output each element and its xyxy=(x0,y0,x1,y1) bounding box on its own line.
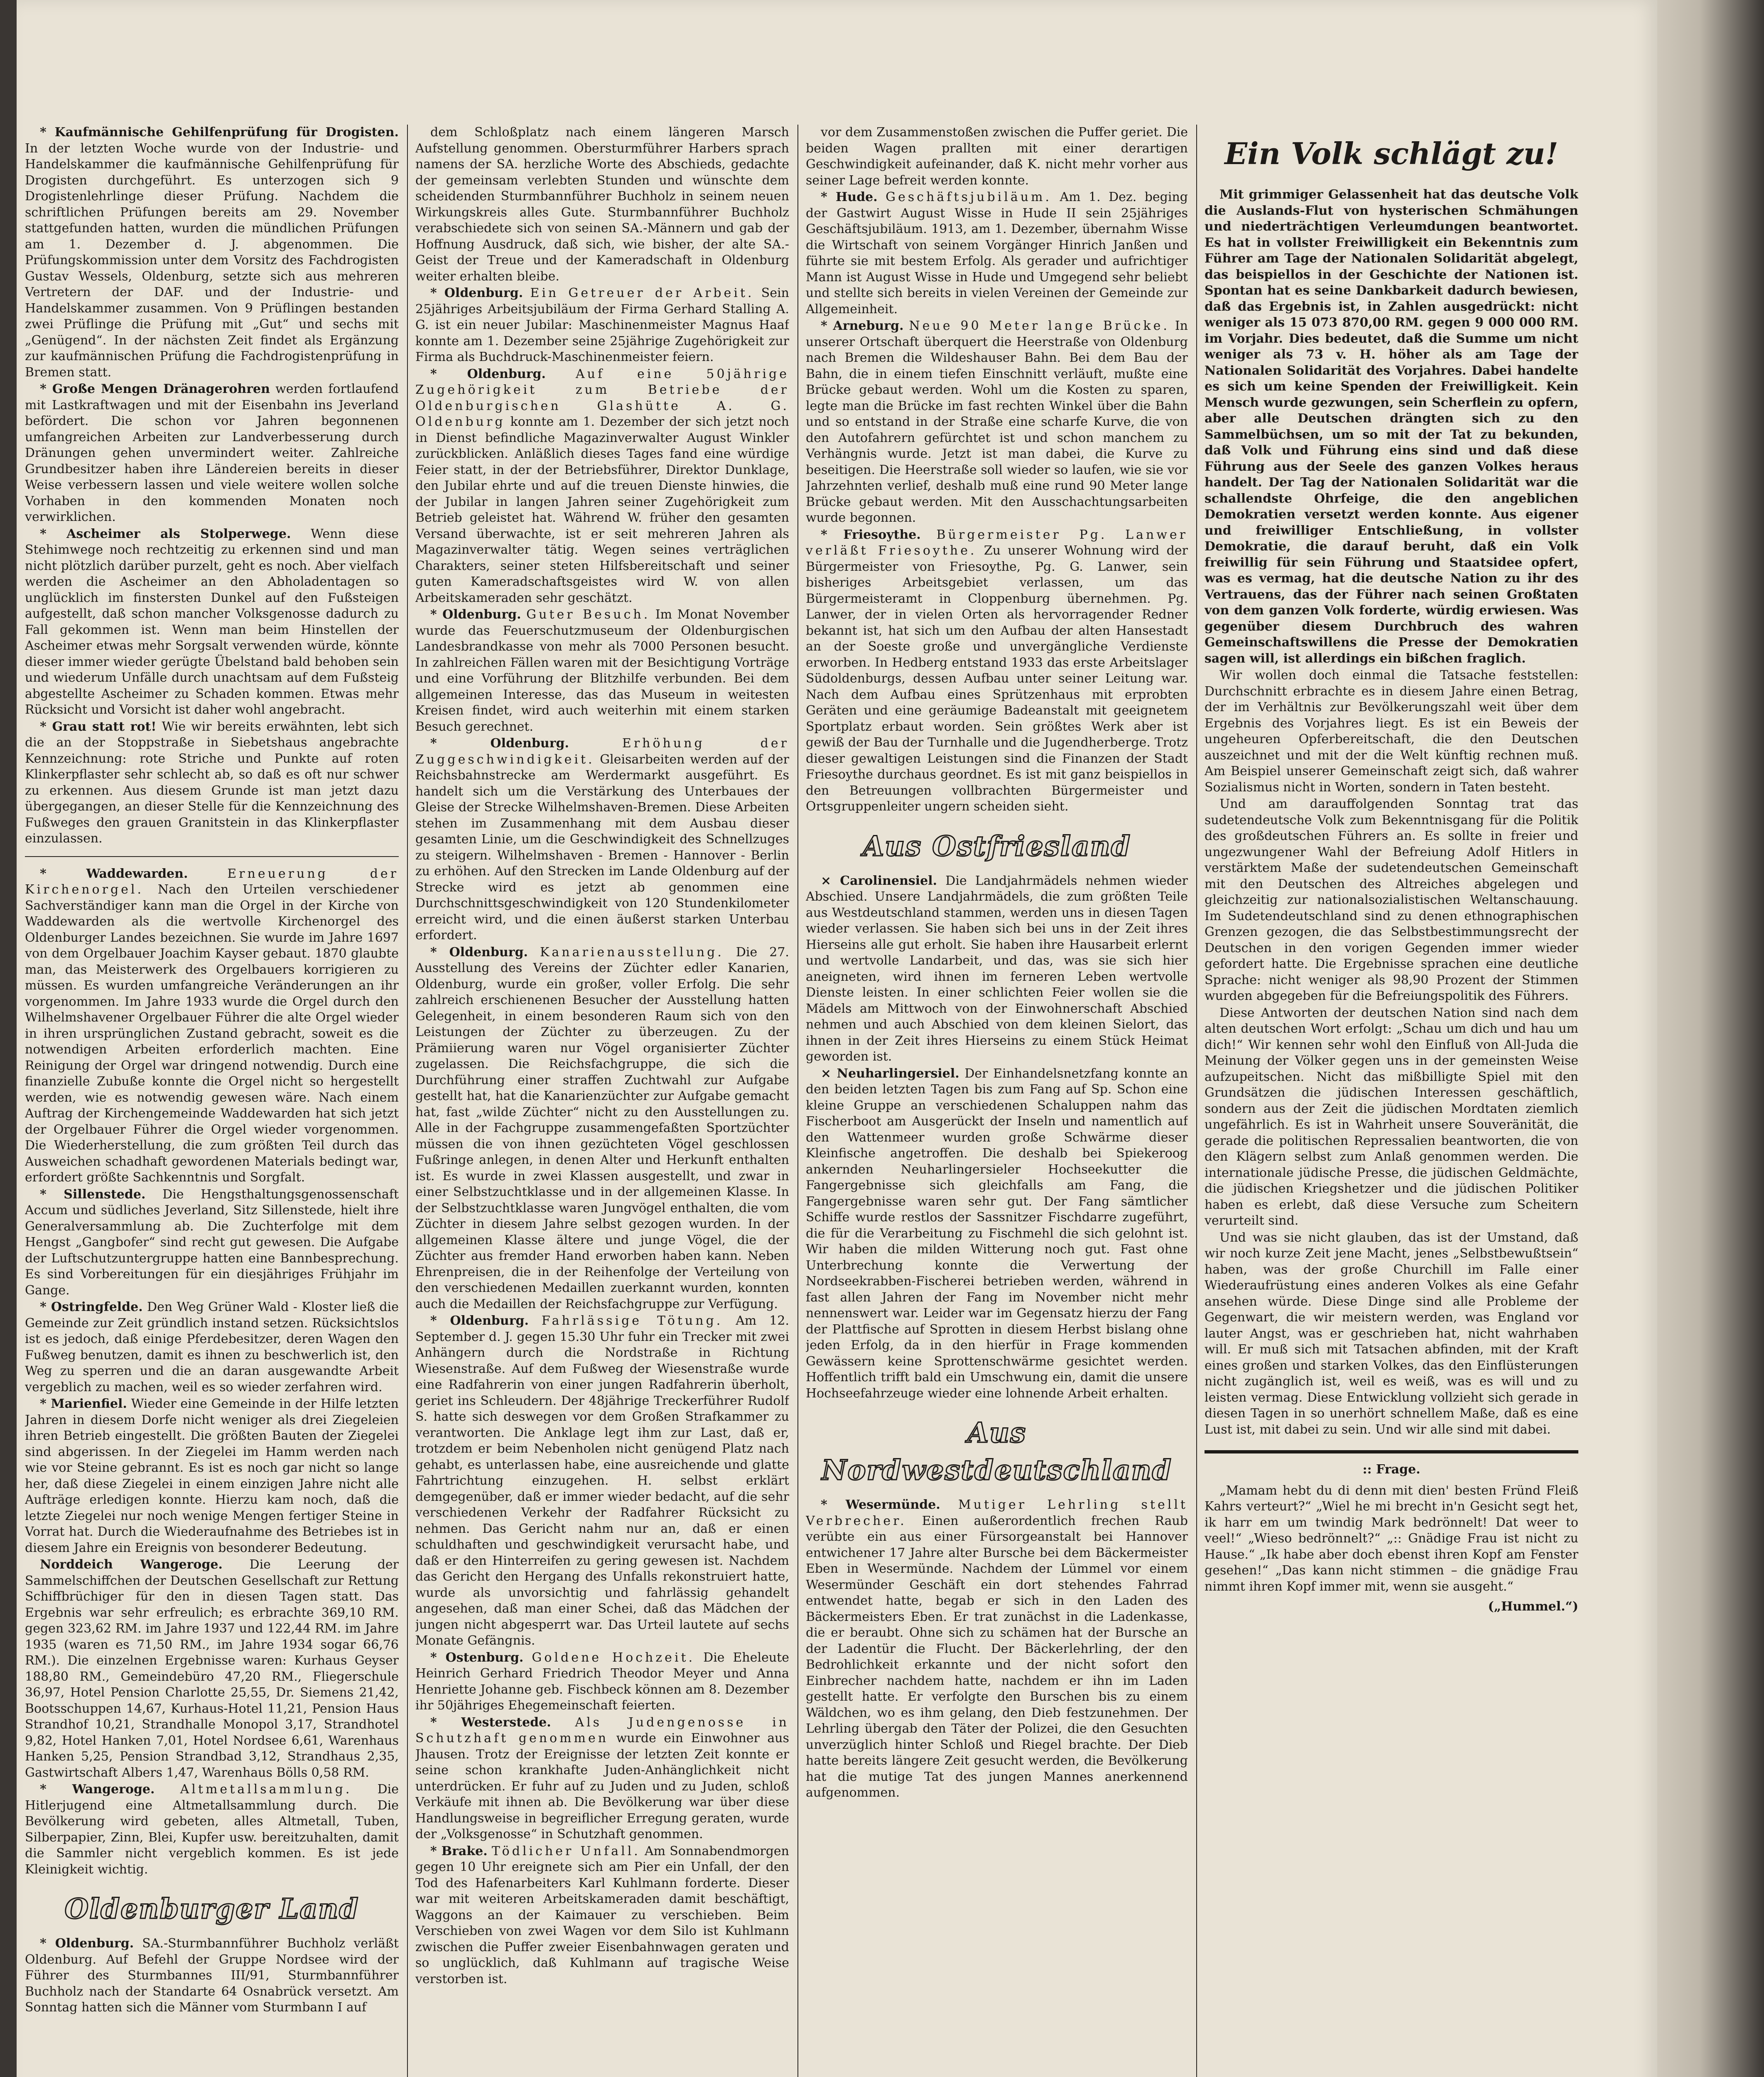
column-2 xyxy=(415,125,789,2077)
article-subtitle: Neue 90 Meter lange Brücke. xyxy=(909,319,1170,333)
article-lead: * Waddewarden. xyxy=(40,866,188,881)
article-subtitle: Goldene Hochzeit. xyxy=(532,1650,695,1665)
article-subtitle: Erneuerung der Kirchenorgel. xyxy=(25,866,399,897)
anecdote-title: :: Frage. xyxy=(1362,1462,1421,1477)
article-lead: × Carolinensiel. xyxy=(821,873,937,888)
article-subtitle: Altmetallsammlung. xyxy=(180,1782,352,1797)
column-rule xyxy=(797,125,798,2077)
article-text: wurde ein Einwohner aus Jhausen. Trotz der Ereignisse der letzten Zeit konnte er seine schon krankhafte Juden-Anhänglichkeit nicht unterdrücken. Er fuhr auf zu Juden und zu Juden, schloß Verkäufe mit ihnen ab. Die Bevölkerung war über diese Handlungsweise in begreiflicher Erregung geraten, wurde der „Volksgenosse“ in Schutzhaft genommen. xyxy=(415,1731,789,1841)
article-lead: * Oldenburg. xyxy=(430,736,569,751)
newspaper-page xyxy=(17,0,1657,2077)
article-text: Gleisarbeiten werden auf der Reichsbahnstrecke am Werdermarkt ausgeführt. Es handelt sich um die Verstärkung des Unterbaues der Gleise der Strecke Wilhelmshaven-Bremen. Diese Arbeiten stehen im Zusammenhang mit dem Ausbau dieser gesamten Linie, um die Geschwindigkeit des Schnellzuges zu steigern. Wilhelmshaven - Bremen - Hannover - Berlin zu erhöhen. Auf den Strecken im Lande Oldenburg auf der Strecke wird es jetzt ab genommen eine Durchschnittsgeschwindigkeit von 120 Stundenkilometer erreicht wird, und die einen äußerst starken Unterbau erfordert. xyxy=(415,752,789,943)
article-text: SA.-Sturmbannführer Buchholz verläßt Oldenburg. Auf Befehl der Gruppe Nordsee wird der Führer des Sturmbannes III/91, Sturmbannführer Buchholz nach der Standarte 64 Osnabrück versetzt. Am Sonntag hatten sich die Männer vom Sturmbann I auf xyxy=(25,1936,399,2015)
column-4 xyxy=(1205,125,1578,2077)
article-lead: * Oldenburg. xyxy=(430,286,523,300)
article-text: Im Monat November wurde das Feuerschutzmuseum der Oldenburgischen Landesbrandkasse von mehr als 7000 Personen besucht. In zahlreichen Fällen waren mit der Besichtigung Vorträge und eine Vorführung der Blitzhilfe verbunden. Bei dem allgemeinen Interesse, das das Museum in weitesten Kreisen findet, wird auch weiterhin mit einem starken Besuch gerechnet. xyxy=(415,607,789,734)
article-lead: * Ascheimer als Stolperwege. xyxy=(40,526,291,541)
article-lead: * Oldenburg. xyxy=(430,1313,529,1328)
article-text: Nach den Urteilen verschiedener Sachverständiger kann man die Orgel in der Kirche von Waddewarden als die wertvolle Kirchenorgel des Oldenburger Landes bezeichnen. Sie wurde im Jahre 1697 von dem Orgelbauer Joachim Kayser gebaut. 1870 glaubte man, das Meisterwerk des Orgelbauers korrigieren zu müssen. Es wurden umfangreiche Veränderungen an ihr vorgenommen. Im Jahre 1933 wurde die Orgel durch den Wilhelmshavener Orgelbauer Führer die alte Orgel wieder in ihren ursprünglichen Zustand gebracht, soweit es die notwendigen Arbeiten erforderlich machten. Eine Reinigung der Orgel war dringend notwendig. Durch eine finanzielle Zubuße konnte die Orgel nicht so hergestellt werden, wie es notwendig gewesen wäre. Nach einem Auftrag der Kirchengemeinde Waddewarden hat sich jetzt der Orgelbauer Führer die Orgel wieder vorgenommen. Die Wiederherstellung, die zum größten Teil durch das Ausweichen schadhaft gewordenen Materials bedingt war, erfordert größte Sachkenntnis und Sorgfalt. xyxy=(25,882,399,1185)
article-text: Einen außerordentlich frechen Raub verübte ein aus einer Fürsorgeanstalt bei Hannover entwichener 17 Jahre alter Bursche bei dem Bäckermeister Eben in Wesermünde. Nachdem der Lümmel vor einem Wesermünder Geschäft ein dort stehendes Fahrrad entwendet hatte, begab er sich in den Laden des Bäckermeisters Eben. Er trat zunächst in die Ladenkasse, die er beraubt. Ohne sich zu schämen hat der Bursche an der Ladentür die Flucht. Der Bäckerlehrling, der den Bedrohlichkeit erkannte und der nicht sofort den Einbrecher nachdem hatte, nachdem er ihn im Laden gestellt hatte. Er verfolgte den Burschen bis zu einem Wäldchen, wo es ihm gelang, den Dieb festzunehmen. Der Lehrling übergab den Täter der Polizei, die den Gesuchten unverzüglich hinter Schloß und Riegel brachte. Der Dieb hatte bereits längere Zeit gesucht werden, die Bevölkerung hat die mutige Tat des jungen Mannes anerkennend aufgenommen. xyxy=(806,1513,1188,1800)
article-text: Mit grimmiger Gelassenheit hat das deutsche Volk die Auslands-Flut von hysterischen Schmähungen und niederträchtigen Verleumdungen beantwortet. Es hat in vollster Freiwilligkeit ein Bekenntnis zum Führer am Tage der Nationalen Solidarität abgelegt, das beispiellos in der Geschichte der Nationen ist. Spontan hat es seine Dankbarkeit dadurch bewiesen, daß das Ergebnis ist, in Zahlen ausgedrückt: nicht weniger als 15 073 870,00 RM. gegen 9 000 000 RM. im Vorjahr. Dies bedeutet, daß die Summe um nicht weniger als 73 v. H. höher als am Tage der Nationalen Solidarität des Vorjahres. Dabei handelte es sich um keine Spenden der Freiwilligkeit. Kein Mensch wurde gezwungen, sein Scherflein zu opfern, aber alle Deutschen drängten sich zu den Sammelbüchsen, um so mit der Tat zu bekunden, daß Volk und Führung eins sind und daß diese Führung aus der Seele des ganzen Volkes heraus handelt. Der Tag der Nationalen Solidarität war die schallendste Ohrfeige, die den angeblichen Demokratien versetzt werden konnte. Aus eigener und freiwilliger Entschließung, in vollster Demokratie, die darauf beruht, daß ein Volk freiwillig für sein Führung und Staatsidee opfert, was es vermag, hat die deutsche Nation zu ihr des Vertrauens, das der Führer nach seinen Großtaten von dem ganzen Volk forderte, würdig erwiesen. Was gegenüber diesem Durchbruch des wahren Gemeinschaftswillens die Presse der Demokratien sagen will, ist allerdings ein bißchen fraglich. xyxy=(1205,187,1578,666)
article-lead: * Oldenburg. xyxy=(40,1936,134,1951)
section-heading: Oldenburger Land xyxy=(64,1893,359,1925)
article-text: Wenn diese Stehimwege noch rechtzeitig zu erkennen sind und man nicht plötzlich darüber purzelt, geht es noch. Aber vielfach werden die Ascheimer an den Abholadentagen so unglücklich im finstersten Dunkel auf den Fußsteigen aufgestellt, daß schon mancher Volksgenosse dadurch zu Fall gekommen ist. Wenn man beim Hinstellen der Ascheimer etwas mehr Sorgsalt verwenden würde, könnte dieser immer wieder gerügte Übelstand bald behoben sein und wiederum Unfälle durch unachtsam auf dem Fußsteig abgestellte Ascheimer zu Schaden kommen. Etwas mehr Rücksicht und Vorsicht ist daher wohl angebracht. xyxy=(25,526,399,717)
article-text: Die Eheleute Heinrich Gerhard Friedrich Theodor Meyer und Anna Henriette Johanne geb. Fischbeck können am 8. Dezember ihr 50jähriges Ehegemeinschaft feierten. xyxy=(415,1650,789,1713)
divider xyxy=(1205,1450,1578,1453)
article-subtitle: Bürgermeister Pg. Lanwer verläßt Friesoythe. xyxy=(806,527,1188,558)
article-subtitle: Auf eine 50jährige Zugehörigkeit zum Betriebe der Oldenburgischen Glashütte A. G. Oldenburg xyxy=(415,366,789,429)
article-lead: * Große Mengen Dränagerohren xyxy=(40,382,270,396)
article-lead: * Ostenburg. xyxy=(430,1650,524,1665)
page-edge xyxy=(1657,0,1764,2077)
article-subtitle: Tödlicher Unfall. xyxy=(491,1844,640,1858)
article-subtitle: Fahrlässige Tötung. xyxy=(541,1313,723,1328)
article-text: Der Einhandelsnetzfang konnte an den beiden letzten Tagen bis zum Fang auf Sp. Schon eine kleine Gruppe an verschiedenen Schaluppen nahm das Fischerboot am Ausgerückt der Inseln und namentlich auf den Wattenmeer wurden große Schwärme dieser Kleinfische angetroffen. Die deshalb bei Spiekeroog ankernden Neuharlingersieler Hochseekutter die Fangergebnisse sich gleichfalls am Fang, die Fangergebnisse waren sehr gut. Der Fang sämtlicher Schiffe wurde restlos der Sassnitzer Fischdarre zugeführt, die für die Verarbeitung zu Fischmehl die sich gelohnt ist. Wir haben die milden Witterung noch gut. Fast ohne Unterbrechung konnte die Verwertung der Nordseekrabben-Fischerei betrieben werden, während in fast allen Jahren der Fang im November nicht mehr nennenswert war. Leider war im Gegensatz hierzu der Fang der Plattfische auf Sprotten in diesem Herbst bislang ohne jeden Erfolg, da in den hierfür in Frage kommenden Gewässern keine Sprottenschwärme gesichtet werden. Hoffentlich trifft bald ein Umschwung ein, damit die unsere Hochseefahrzeuge wieder eine lohnende Arbeit erhalten. xyxy=(806,1066,1188,1401)
article-text: Die Hitlerjugend eine Altmetallsammlung durch. Die Bevölkerung wird gebeten, alles Altmetall, Tuben, Silberpapier, Zinn, Blei, Kupfer usw. bereitzuhalten, damit die Sammler nicht vergeblich kommen. Es ist jede Kleinigkeit wichtig. xyxy=(25,1782,399,1877)
article-subtitle: Geschäftsjubiläum. xyxy=(886,190,1052,204)
article-lead: * Westerstede. xyxy=(430,1715,551,1730)
article-text: Am 1. Dez. beging der Gastwirt August Wisse in Hude II sein 25jähriges Geschäftsjubiläum. 1913, am 1. Dezember, übernahm Wisse die Wirtschaft von seinem Vorgänger Hinrich Janßen und führte sie mit bestem Erfolg. Als gerader und aufrichtiger Mann ist August Wisse in Hude und Umgegend sehr beliebt und stellte sich bereits in vielen Vereinen der Gemeinde zur Allgemeinheit. xyxy=(806,190,1188,317)
article-text: Diese Antworten der deutschen Nation sind nach dem alten deutschen Wort erfolgt: „Schau um dich und hau um dich!“ Wir kennen sehr wohl den Einfluß von All-Juda die Meinung der Völker gegen uns in der gemeinsten Weise aufzupeitschen. Nicht das mißbilligte Spiel mit den Grundsätzen die jüdischen Interessen geschäftlich, sondern aus der Zeit die jüdischen Mordtaten ziemlich ungefährlich. Es ist in Wahrheit unsere Souveränität, die gerade die politischen Repressalien beantworten, die von den Klägern selbst zum Anlaß genommen werden. Die internationale jüdische Presse, die jüdischen Geldmächte, die jüdischen Kriegshetzer und die jüdischen Politiker haben es erlebt, daß diese Versuche zum Scheitern verurteilt sind. xyxy=(1205,1005,1578,1228)
article-lead: * Arneburg. xyxy=(821,319,904,333)
article-text: Und am darauffolgenden Sonntag trat das sudetendeutsche Volk zum Bekenntnisgang für die Politik des großdeutschen Führers an. Es sollte in freier und ungezwungener Wahl der Befreiung Adolf Hitlers in verstärktem Maße der sudetendeutschen Gemeinschaft mit den Deutschen des Altreiches abgelegen und gleichzeitig zur nationalsozialistischen Weltanschauung. Im Sudetendeutschland sind zu denen ethnographischen Grenzen gezogen, die das Selbstbestimmungsrecht der Deutschen in den vorigen Gegenden immer wieder gefordert hatte. Die Ergebnisse sprachen eine deutliche Sprache: nicht weniger als 98,90 Prozent der Stimmen wurden abgegeben für die Befreiungspolitik des Führers. xyxy=(1205,797,1578,1003)
article-lead: * Kaufmännische Gehilfenprüfung für Drogisten. xyxy=(40,125,399,140)
article-lead: * Oldenburg. xyxy=(430,607,521,622)
article-text: Sein 25jähriges Arbeitsjubiläum der Firma Gerhard Stalling A. G. ist ein neuer Jubilar: Maschinenmeister Magnus Haaf konnte am 1. Dezember seine 25jährige Zugehörigkeit zur Firma als Buchdruck-Maschinenmeister feiern. xyxy=(415,286,789,364)
article-text: Die 27. Ausstellung des Vereins der Züchter edler Kanarien, Oldenburg, wurde ein großer, voller Erfolg. Die sehr zahlreich erschienenen Besucher der Ausstellung hatten Gelegenheit, in einem besonderen Raum sich von den Leistungen der Züchter zu überzeugen. Zu der Prämiierung waren nur Vögel organisierter Züchter zugelassen. Die Reichsfachgruppe, die sich die Durchführung einer straffen Zuchtwahl zur Aufgabe gestellt hat, hat die Kanarienzüchter zur Aufgabe gemacht hat, fast „wilde Züchter“ nicht zu den Ausstellungen zu. Alle in der Fachgruppe zusammengefaßten Sportzüchter müssen die von ihnen gezüchteten Vögel geschlossen Fußringe anlegen, in denen Alter und Herkunft enthalten ist. Es wurde in zwei Klassen ausgestellt, und zwar in einer Selbstzuchtklasse und in der allgemeinen Klasse. In der Selbstzuchtklasse waren Jungvögel enthalten, die vom Züchter in diesem Jahre selbst gezogen wurden. In der allgemeinen Klasse ältere und junge Vögel, die der Züchter aus fremder Hand erworben haben kann. Neben Ehrenpreisen, die in der Reihenfolge der Verteilung von den verschiedenen Medaillen zuerkannt wurden, konnten auch die Medaillen der Reichsfachgruppe zur Verfügung. xyxy=(415,945,789,1311)
article-lead: Norddeich Wangeroge. xyxy=(40,1557,223,1572)
article-subtitle: Erhöhung der Zuggeschwindigkeit. xyxy=(415,736,789,767)
article-subtitle: Kanarienausstellung. xyxy=(540,945,724,960)
article-lead: * Grau statt rot! xyxy=(40,719,157,734)
article-text: dem Schloßplatz nach einem längeren Marsch Aufstellung genommen. Obersturmführer Harbers sprach namens der SA. herzliche Worte des Abschieds, gedachte der gemeinsam verlebten Stunden und wünschte dem scheidenden Sturmbannführer Buchholz in seinem neuen Wirkungskreis alles Gute. Sturmbannführer Buchholz verabschiedete sich von seinen SA.-Männern und gab der Hoffnung Ausdruck, daß sich, wie bisher, der alte SA.-Geist der Treue und der Kameradschaft in Oldenburg weiter erhalten bleibe. xyxy=(415,125,789,284)
article-text: Am Sonnabendmorgen gegen 10 Uhr ereignete sich am Pier ein Unfall, der den Tod des Hafenarbeiters Karl Kuhlmann forderte. Dieser war mit weiteren Arbeitskameraden damit beschäftigt, Waggons an der Kaimauer zu verschieben. Beim Verschieben von zwei Wagen vor dem Silo ist Kuhlmann zwischen die Puffer zweier Eisenbahnwagen geraten und so unglücklich, daß Kuhlmann auf tragische Weise verstorben ist. xyxy=(415,1844,789,1986)
article-lead: * Ostringfelde. xyxy=(40,1300,143,1314)
article-subtitle: Guter Besuch. xyxy=(526,607,650,622)
article-lead: * Oldenburg. xyxy=(430,945,528,960)
article-lead: * Friesoythe. xyxy=(821,527,921,542)
section-heading: Aus Nordwestdeutschland xyxy=(822,1417,1172,1486)
article-text: Und was sie nicht glauben, das ist der Umstand, daß wir noch kurze Zeit jene Macht, jenes „Selbstbewußtsein“ haben, was der große Churchill im Falle einer Wiederaufrüstung eines anderen Volkes als eine Gefahr ansehen würde. Diese Dinge sind alle Probleme der Gegenwart, die wir meistern werden, was England vor lauter Angst, was er geschrieben hat, nicht wahrhaben will. Er muß sich mit Tatsachen abfinden, mit der Kraft eines großen und starken Volkes, das den Einflüsterungen nicht zugänglich ist, weil es weiß, was es will und zu leisten vermag. Diese Entwicklung vollzieht sich gerade in diesen Tagen in so unerhört schnellem Maße, daß es eine Lust ist, mit dabei zu sein. Und wir alle sind mit dabei. xyxy=(1205,1230,1578,1437)
article-text: Die Leerung der Sammelschiffchen der Deutschen Gesellschaft zur Rettung Schiffbrüchiger für den in diesen Tagen statt. Das Ergebnis war sehr erfreulich; es erbrachte 369,10 RM. gegen 323,62 RM. im Jahre 1937 und 122,44 RM. im Jahre 1935 (waren es 71,50 RM., im Jahre 1934 sogar 66,76 RM.). Die einzelnen Ergebnisse waren: Kurhaus Geyser 188,80 RM., Gemeindebüro 47,20 RM., Fliegerschule 36,97, Hotel Pension Charlotte 25,55, Dr. Siemens 21,42, Bootsschuppen 14,67, Kurhaus-Hotel 11,21, Pension Haus Strandhof 10,21, Strandhalle Monopol 3,17, Strandhotel 9,82, Hotel Hanken 7,01, Hotel Nordsee 6,61, Warenhaus Hanken 5,25, Pension Strandbad 3,12, Strandhaus 2,35, Gastwirtschaft Albers 1,47, Warenhaus Bölls 0,58 RM. xyxy=(25,1557,399,1780)
article-text: Wieder eine Gemeinde in der Hilfe letzten Jahren in diesem Dorfe nicht weniger als drei Ziegeleien ihren Betrieb eingestellt. Die größten Bauten der Ziegelei sind abgerissen. In der Ziegelei im Hamm werden nach wie vor Steine gebrannt. Es ist es noch gar nicht so lange her, daß diese Ziegelei in einem einzigen Jahre nicht alle Aufträge erledigen konnte. Hierzu kam noch, daß die letzte Ziegelei nur noch wenige Mengen fertiger Steine in Vorrat hat. Durch die Wiederaufnahme des Betriebes ist in diesem Jahre ein Ereignis von besonderer Bedeutung. xyxy=(25,1397,399,1555)
column-3 xyxy=(806,125,1188,2077)
article-text: vor dem Zusammenstoßen zwischen die Puffer geriet. Die beiden Wagen prallten mit einer derartigen Geschwindigkeit aufeinander, daß K. nicht mehr vorher aus seiner Lage befreit werden konnte. xyxy=(806,125,1188,188)
article-text: Den Weg Grüner Wald - Kloster ließ die Gemeinde zur Zeit gründlich instand setzen. Rücksichtslos ist es jedoch, daß einige Pferdebesitzer, deren Wagen den Fußweg benutzen, damit es ihnen zu beschwerlich ist, den Weg zu sperren und die an daran ausgewandte Arbeit vergeblich zu machen, weil es so wieder zerfahren wird. xyxy=(25,1300,399,1394)
article-lead: * Sillenstede. xyxy=(40,1187,146,1202)
article-lead: * Brake. xyxy=(430,1844,488,1858)
article-lead: * Wesermünde. xyxy=(821,1498,940,1512)
article-lead: * Marienfiel. xyxy=(40,1397,127,1411)
column-rule xyxy=(407,125,408,2077)
article-text: In unserer Ortschaft überquert die Heerstraße von Oldenburg nach Bremen die Wildeshauser Bahn. Bei dem Bau der Bahn, die in einem tiefen Einschnitt verläuft, mußte eine Brücke gebaut werden. Wohl um die Kosten zu sparen, legte man die Brücke im fast rechten Winkel über die Bahn und so entstand in der Straße eine scharfe Kurve, die von den Autofahrern gefürchtet ist und schon manchem zu Verhängnis wurde. Jetzt ist man dabei, die Kurve zu beseitigen. Die Heerstraße soll wieder so laufen, wie sie vor Jahrzehnten verlief, deshalb muß eine rund 90 Meter lange Brücke gebaut werden. Mit den Ausschachtungsarbeiten wurde begonnen. xyxy=(806,319,1188,525)
article-text: Die Landjahrmädels nehmen wieder Abschied. Unsere Landjahrmädels, die zum größten Teile aus Westdeutschland stammen, werden uns in diesen Tagen wieder verlassen. Sie haben sich bei uns in der Zeit ihres Hierseins alle gut erholt. Sie haben ihre Hausarbeit erlernt und wertvolle Landarbeit, und das, was sie sich hier aneigneten, wird ihnen im ferneren Leben wertvolle Dienste leisten. In einer schlichten Feier wollen sie die Mädels am Mittwoch von der Einwohnerschaft Abschied nehmen und auch Abschied von dem kleinen Sielort, das ihnen in der Zeit ihres Hierseins zu einem Stück Heimat geworden ist. xyxy=(806,873,1188,1064)
section-heading: Aus Ostfriesland xyxy=(863,830,1131,862)
article-text: werden fortlaufend mit Lastkraftwagen und mit der Eisenbahn ins Jeverland befördert. Die schon vor Jahren begonnenen umfangreichen Arbeiten zur Landverbesserung durch Dränungen gehen unvermindert weiter. Zahlreiche Grundbesitzer haben ihre Ländereien bereits in dieser Weise verbessern lassen und viele weitere wollen solche Vorhaben in den kommenden Monaten noch verwirklichen. xyxy=(25,382,399,524)
column-1 xyxy=(25,125,399,2077)
article-text: Die Hengsthaltungsgenossenschaft Accum und südliches Jeverland, Sitz Sillenstede, hielt ihre Generalversammlung ab. Die Zuchterfolge mit dem Hengst „Gangbofer“ sind recht gut gewesen. Die Aufgabe der Luftschutzuntergruppe hatten eine Bannbesprechung. Es sind Vorbereitungen für ein diesjähriges Frühjahr im Gange. xyxy=(25,1187,399,1298)
anecdote-text: „Mamam hebt du di denn mit dien' besten Fründ Fleiß Kahrs verteurt?“ „Wiel he mi brecht in'n Gesicht segt het, ik harr em um twindig Mark bedrönnelt! Dat weer to veel!“ „Wieso bedrönnelt?“ „:: Gnädige Frau ist nicht zu Hause.“ „Ik habe aber doch ebenst ihren Kopf am Fenster gesehen!“ „Das kann nicht stimmen – die gnädige Frau nimmt ihren Kopf immer mit, wenn sie ausgeht.“ xyxy=(1205,1483,1578,1594)
article-text: Am 12. September d. J. gegen 15.30 Uhr fuhr ein Trecker mit zwei Anhängern durch die Nordstraße in Richtung Wiesenstraße. Auf dem Fußweg der Wiesenstraße wurde eine Radfahrerin von einer jungen Radfahrerin überholt, geriet ins Schleudern. Der 48jährige Treckerführer Rudolf S. hatte sich deswegen vor dem Großen Strafkammer zu verantworten. Die Anklage legt ihm zur Last, daß er, trotzdem er beim Nebenholen nicht genügend Platz nach gehabt, es unterlassen habe, eine ausreichende und glatte Fahrtrichtung einzugehen. H. selbst erklärt demgegenüber, daß er immer wieder bedacht, auf die sehr verschiedenen Verkehr der Radfahrer Rücksicht zu nehmen. Das Gericht nahm nur an, daß er einen schuldhaften und geschwindigkeit verursacht habe, und daß er den Hinterreifen zu gering gewesen ist. Nachdem das Gericht den Hergang des Unfalls rekonstruiert hatte, wurde als unvorsichtig und fahrlässig gehandelt angesehen, daß man einer Schei, daß das Mädchen der jungen nicht abgesperrt war. Das Urteil lautete auf sechs Monate Gefängnis. xyxy=(415,1313,789,1648)
article-text: Zu unserer Wohnung wird der Bürgermeister von Friesoythe, Pg. G. Lanwer, sein bisheriges Arbeitsgebiet verlassen, um das Bürgermeisteramt in Cloppenburg übernehmen. Pg. Lanwer, der in vielen Orten als hervorragender Redner bekannt ist, hat sich um den Aufbau der alten Hansestadt an der Soeste große und unvergängliche Verdienste erworben. In Hedberg entstand 1933 das erste Arbeitslager Südoldenburgs, dessen Aufbau unter seiner Leitung war. Nach dem Aufbau eines Sprützenhaus mit erprobten Geräten und eine geräumige Badeanstalt mit geeignetem Sportplatz erbaut worden. Sein größtes Werk aber ist gewiß der Bau der Turnhalle und die Jugendherberge. Trotz dieser gewaltigen Leistungen sind die Finanzen der Stadt Friesoythe durchaus geordnet. Es ist mit ganz beispiellos in den Betreuungen vollbrachten Bürgermeister und Ortsgruppenleiter ungern scheiden sieht. xyxy=(806,543,1188,814)
article-text: konnte am 1. Dezember der sich jetzt noch in Dienst befindliche Magazinverwalter August Winkler zurückblicken. Anläßlich dieses Tages fand eine würdige Feier statt, in der der Betriebsführer, Direktor Dunklage, den Jubilar ehrte und auf die treuen Dienste hinwies, die der Jubilar in langen Jahren seiner Zugehörigkeit zum Betrieb geleistet hat. Während W. früher den gesamten Versand überwachte, ist er seit mehreren Jahren als Magazinverwalter tätig. Wegen seines verträglichen Charakters, seiner steten Hilfsbereitschaft und seiner guten Kameradschaftsgeistes wird W. von allen Arbeitskameraden sehr geschätzt. xyxy=(415,415,789,605)
divider xyxy=(25,856,399,857)
article-lead: * Hude. xyxy=(821,190,878,204)
article-lead: × Neuharlingersiel. xyxy=(821,1066,959,1081)
article-text: Wie wir bereits erwähnten, lebt sich die an der Stoppstraße in Siebetshaus angebrachte Kennzeichnung: rote Striche und Punkte auf roten Klinkerpflaster sehr schlecht ab, so daß es oft nur schwer zu erkennen. Aus diesem Grunde ist man jetzt dazu übergegangen, an dieser Stelle für die Kennzeichnung des Fußweges den grauen Granitstein in das Klinkerpflaster einzulassen. xyxy=(25,719,399,846)
article-lead: * Wangeroge. xyxy=(40,1782,155,1797)
article-subtitle: Ein Getreuer der Arbeit. xyxy=(530,286,754,300)
article-title: Ein Volk schlägt zu! xyxy=(1224,136,1558,171)
article-subtitle: Mutiger Lehrling stellt Verbrecher. xyxy=(806,1498,1188,1528)
article-subtitle: Als Judengenosse in Schutzhaft genommen xyxy=(415,1715,789,1746)
article-lead: * Oldenburg. xyxy=(430,366,546,381)
column-rule xyxy=(1196,125,1197,2077)
article-text: Wir wollen doch einmal die Tatsache feststellen: Durchschnitt erbrachte es in diesem Jahre einen Betrag, der im Verhältnis zur Bevölkerungszahl weit über dem Ergebnis des Vorjahres liegt. Es ist ein Beweis der ungeheuren Opferbereitschaft, die den Deutschen auszeichnet und mit der die Welt künftig rechnen muß. Am Beispiel unserer Gemeinschaft zeigt sich, daß wahrer Sozialismus nicht in Worten, sondern in Taten besteht. xyxy=(1205,668,1578,795)
article-text: In der letzten Woche wurde von der Industrie- und Handelskammer die kaufmännische Gehilfenprüfung für Drogisten durchgeführt. Es unterzogen sich 9 Drogistenlehrlinge dieser Prüfung. Nachdem die schriftlichen Prüfungen bereits am 29. November stattgefunden hatten, wurden die mündlichen Prüfungen am 1. Dezember d. J. abgenommen. Die Prüfungskommission unter dem Vorsitz des Fachdrogisten Gustav Wessels, Oldenburg, setzte sich aus mehreren Vertretern der DAF. und der Industrie- und Handelskammer zusammen. Von 9 Prüflingen bestanden zwei Prüflinge die Prüfung mit „Gut“ und sechs mit „Genügend“. In der nächsten Zeit findet als Ergänzung zur kaufmännischen Prüfung die Fachdrogistenprüfung in Bremen statt. xyxy=(25,141,399,380)
anecdote-source: („Hummel.“) xyxy=(1488,1599,1578,1614)
